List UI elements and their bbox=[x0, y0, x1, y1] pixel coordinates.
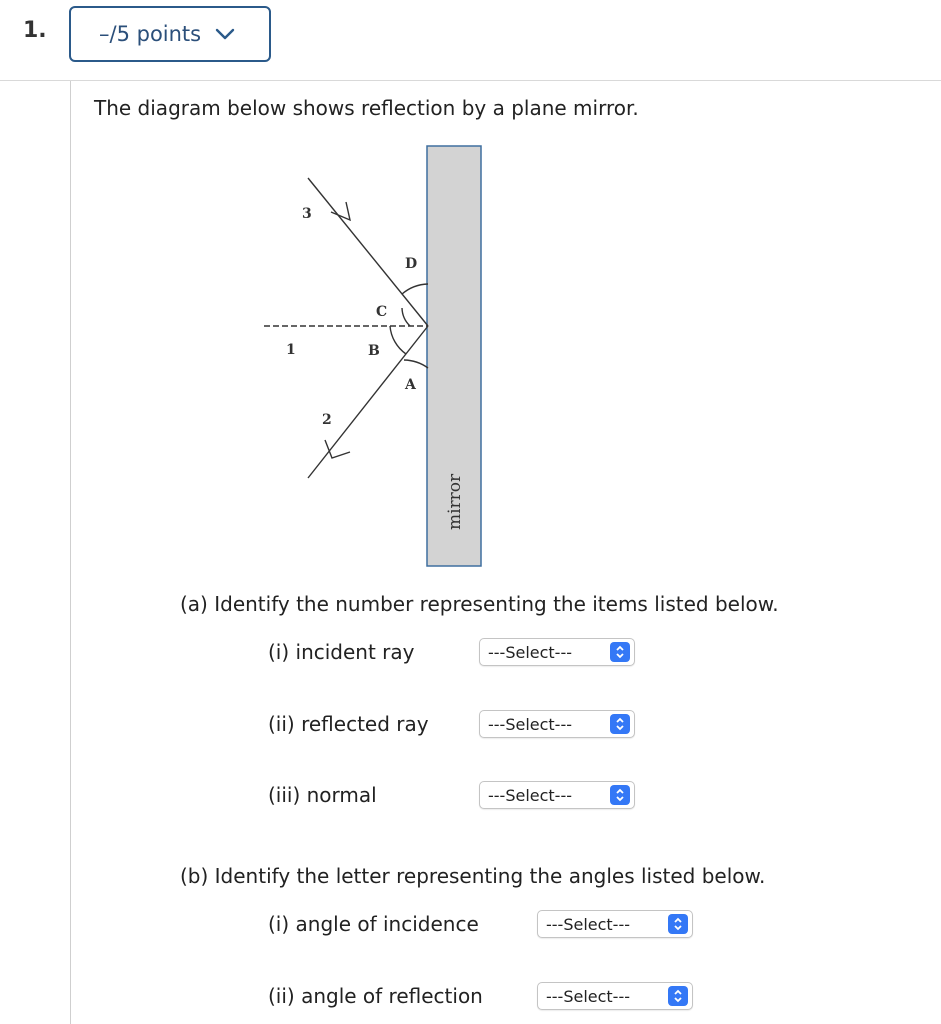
select-arrows-icon bbox=[668, 914, 688, 934]
angle-of-reflection-select[interactable] bbox=[537, 982, 693, 1010]
ray-label-3: 3 bbox=[302, 206, 312, 222]
mirror-label: mirror bbox=[445, 473, 465, 530]
angle-of-reflection-label: (ii) angle of reflection bbox=[268, 984, 483, 1008]
question-number: 1. bbox=[23, 18, 47, 43]
reflection-diagram bbox=[260, 140, 500, 580]
angle-of-incidence-select[interactable] bbox=[537, 910, 693, 938]
arc-D bbox=[402, 284, 428, 294]
angle-label-B: B bbox=[368, 343, 380, 359]
angle-label-A: A bbox=[405, 377, 416, 393]
select-arrows-icon bbox=[668, 986, 688, 1006]
angle-of-incidence-select-value: ---Select--- bbox=[546, 914, 630, 934]
select-arrows-icon bbox=[610, 714, 630, 734]
reflected-ray-select[interactable] bbox=[479, 710, 635, 738]
ray-2-arrow bbox=[325, 440, 350, 458]
select-arrows-icon bbox=[610, 642, 630, 662]
part-a-heading: (a) Identify the number representing the items listed below. bbox=[180, 592, 779, 616]
arc-B bbox=[390, 326, 406, 354]
arc-A bbox=[404, 360, 428, 368]
normal-label: (iii) normal bbox=[268, 783, 377, 807]
question-intro: The diagram below shows reflection by a plane mirror. bbox=[94, 96, 639, 120]
reflected-ray-label: (ii) reflected ray bbox=[268, 712, 429, 736]
chevron-down-icon bbox=[215, 28, 235, 40]
points-dropdown-button[interactable] bbox=[69, 6, 271, 62]
ray-label-2: 2 bbox=[322, 412, 332, 428]
points-label: –/5 points bbox=[99, 22, 202, 46]
normal-select[interactable] bbox=[479, 781, 635, 809]
content-left-border bbox=[70, 81, 71, 1024]
angle-of-reflection-select-value: ---Select--- bbox=[546, 986, 630, 1006]
arc-C bbox=[402, 308, 410, 326]
ray-3 bbox=[308, 178, 428, 326]
header-divider bbox=[0, 80, 941, 81]
part-b-heading: (b) Identify the letter representing the angles listed below. bbox=[180, 864, 766, 888]
angle-of-incidence-label: (i) angle of incidence bbox=[268, 912, 479, 936]
select-arrows-icon bbox=[610, 785, 630, 805]
incident-ray-select-value: ---Select--- bbox=[488, 642, 572, 662]
incident-ray-label: (i) incident ray bbox=[268, 640, 415, 664]
normal-select-value: ---Select--- bbox=[488, 785, 572, 805]
incident-ray-select[interactable] bbox=[479, 638, 635, 666]
angle-label-D: D bbox=[405, 256, 418, 272]
ray-label-1: 1 bbox=[286, 342, 296, 358]
reflected-ray-select-value: ---Select--- bbox=[488, 714, 572, 734]
angle-label-C: C bbox=[376, 304, 388, 320]
